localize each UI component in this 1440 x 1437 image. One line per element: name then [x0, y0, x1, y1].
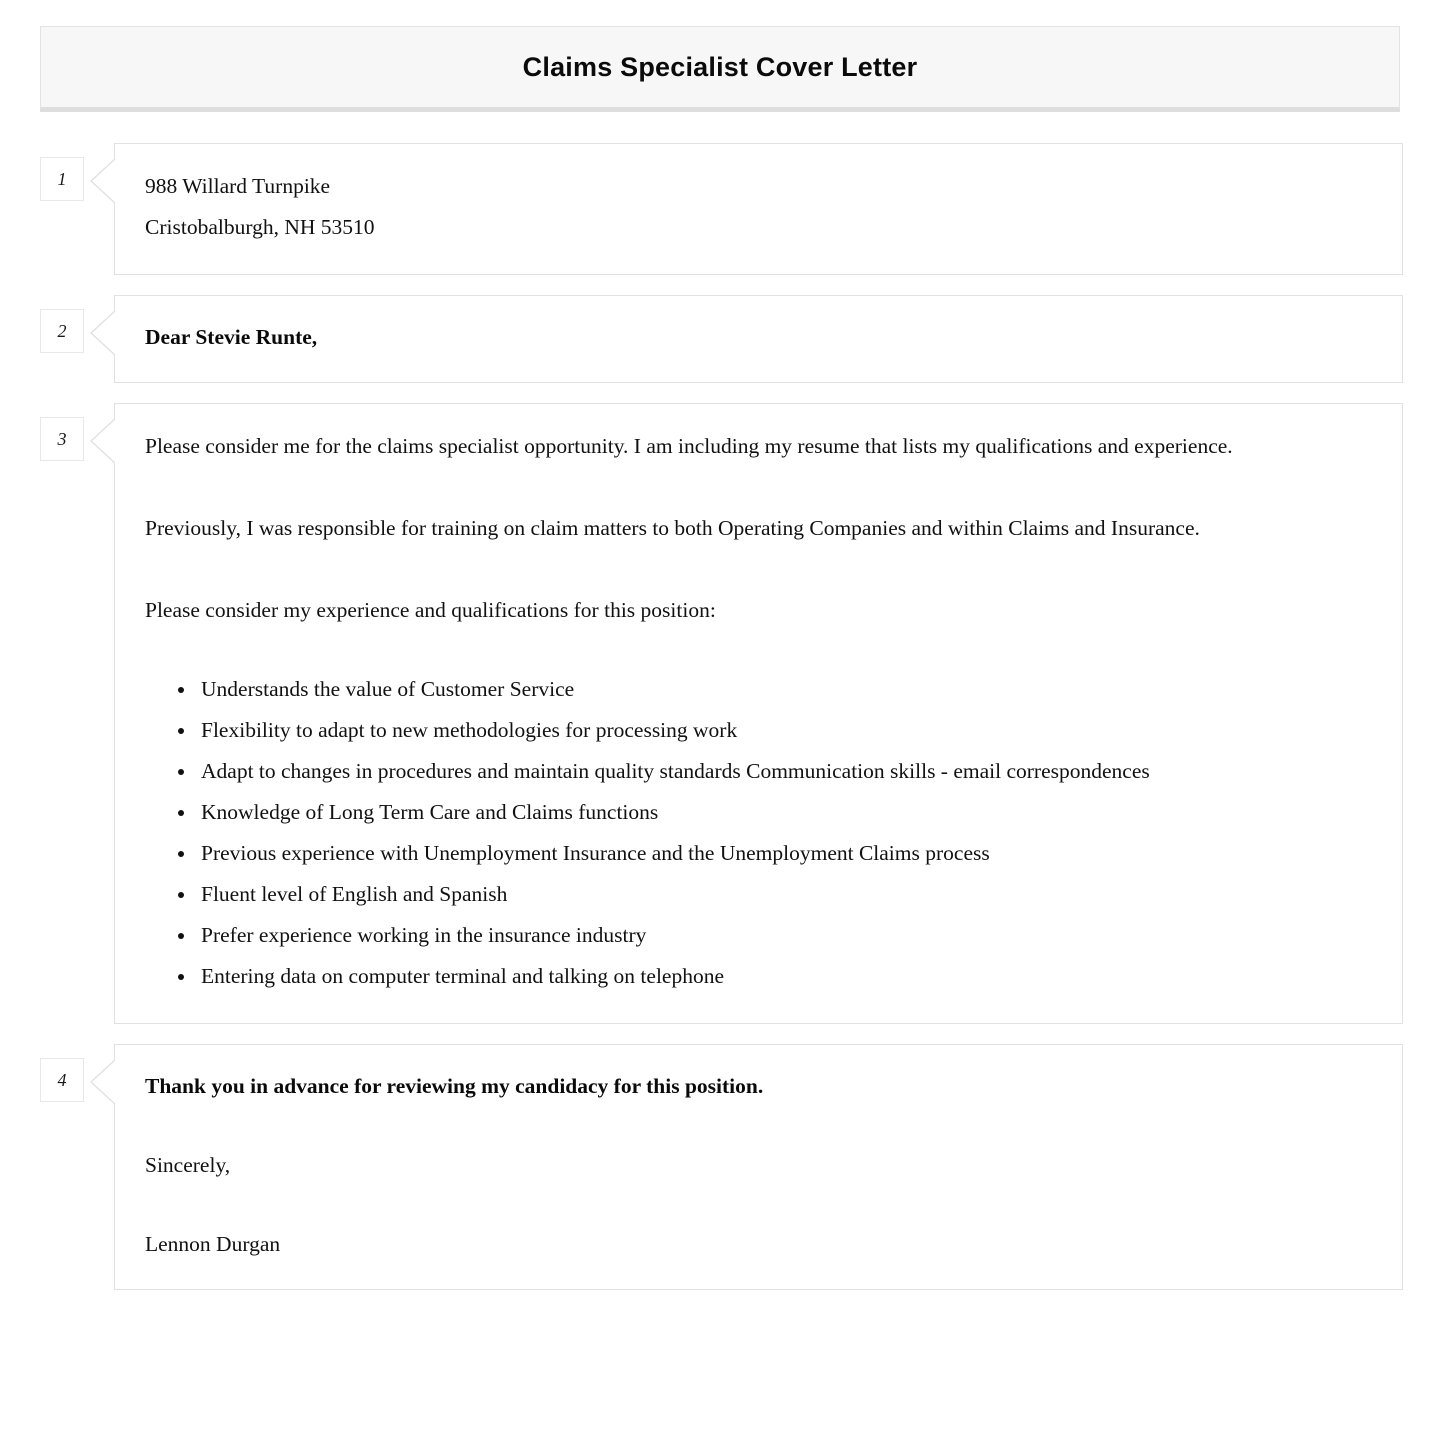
closing-thanks-text: Thank you in advance for reviewing my candidacy for this position. — [145, 1074, 764, 1098]
salutation-text: Dear Stevie Runte, — [145, 325, 318, 349]
list-item: • Entering data on computer terminal and talking on telephone — [197, 956, 1374, 997]
page-title: Claims Specialist Cover Letter — [522, 51, 918, 82]
body-paragraph: Please consider my experience and qualifications for this position: — [145, 598, 716, 622]
body-paragraph: Please consider me for the claims specialist opportunity. I am including my resume that lists my qualifications and experience. — [145, 434, 1233, 458]
closing-signature-name: Lennon Durgan — [145, 1232, 281, 1256]
block-number-badge: 3 — [40, 417, 84, 461]
list-item: • Knowledge of Long Term Care and Claims functions — [197, 792, 1374, 833]
list-item: • Flexibility to adapt to new methodologies for processing work — [197, 710, 1374, 751]
closing-signoff-text: Sincerely, — [145, 1153, 231, 1177]
address-line-street: 988 Willard Turnpike — [145, 174, 331, 198]
annotated-block-salutation — [40, 295, 1403, 383]
annotated-block-body — [40, 403, 1403, 1024]
list-item: • Understands the value of Customer Service — [197, 669, 1374, 710]
address-line-city-state-zip: Cristobalburgh, NH 53510 — [145, 215, 375, 239]
annotated-blocks — [0, 143, 1440, 1290]
annotated-block-address — [40, 143, 1403, 275]
badge-spacer — [84, 403, 114, 1024]
document-header — [40, 26, 1400, 112]
closing-block — [114, 1044, 1403, 1290]
qualifications-list — [145, 669, 1374, 997]
annotated-block-closing — [40, 1044, 1403, 1290]
list-item: • Previous experience with Unemployment Insurance and the Unemployment Claims process — [197, 833, 1374, 874]
block-number-badge: 4 — [40, 1058, 84, 1102]
block-number-badge: 2 — [40, 309, 84, 353]
address-block — [114, 143, 1403, 275]
salutation-block — [114, 295, 1403, 383]
list-item: • Prefer experience working in the insurance industry — [197, 915, 1374, 956]
letter-body-block — [114, 403, 1403, 1024]
body-paragraph: Previously, I was responsible for training on claim matters to both Operating Companies and within Claims and Insurance. — [145, 516, 1200, 540]
list-item: • Adapt to changes in procedures and maintain quality standards Communication skills - email correspondences — [197, 751, 1374, 792]
block-number-badge: 1 — [40, 157, 84, 201]
list-item: • Fluent level of English and Spanish — [197, 874, 1374, 915]
